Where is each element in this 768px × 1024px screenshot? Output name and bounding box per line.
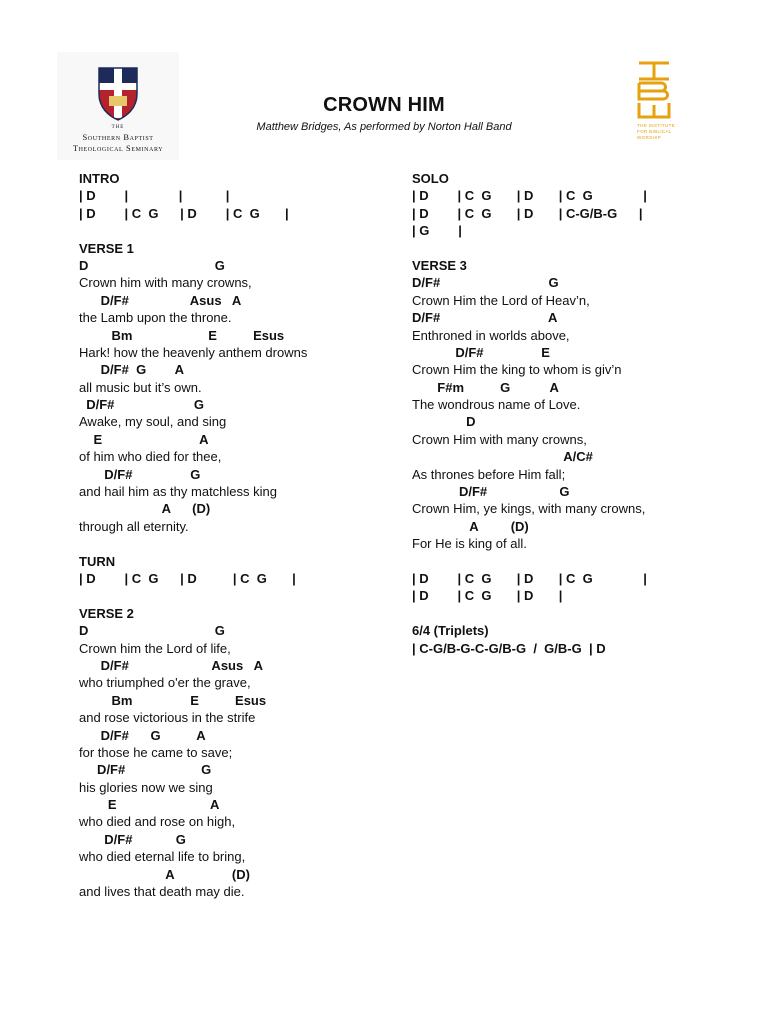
chord-line: D G (79, 623, 225, 639)
chord-line: | D | C G | D | C G | (79, 570, 296, 586)
lyric-line: For He is king of all. (412, 536, 527, 552)
chord-line: A (D) (79, 501, 211, 517)
spacer (412, 605, 647, 622)
chord-line: D/F# G A (79, 727, 206, 743)
ibw-tagline-3: WORSHIP (637, 135, 662, 140)
lyric-line: Crown Him, ye kings, with many crowns, (412, 501, 646, 517)
chord-line: D/F# G (79, 397, 204, 413)
lyric-line: and hail him as thy matchless king (79, 484, 277, 500)
section-heading: VERSE 3 (412, 257, 467, 273)
chord-line: D/F# G (412, 484, 570, 500)
chord-line: | D | C G | D | C-G/B-G | (412, 205, 643, 221)
lyric-line: As thrones before Him fall; (412, 466, 566, 482)
lyric-line: Awake, my soul, and sing (79, 414, 227, 430)
song-title: CROWN HIM (323, 94, 445, 116)
left-column (79, 170, 307, 900)
section-heading: 6/4 (Triplets) (412, 623, 489, 639)
chord-line: F#m G A (412, 379, 559, 395)
chord-line: E A (79, 431, 209, 447)
chord-line: Bm E Esus (79, 327, 285, 343)
chord-line: A (D) (79, 866, 250, 882)
chord-line: D G (79, 257, 225, 273)
lyric-line: who died and rose on high, (79, 814, 236, 830)
lyric-line: who died eternal life to bring, (79, 849, 246, 865)
chord-line: D (412, 414, 476, 430)
chord-line: D/F# E (412, 344, 550, 360)
chord-line: | D | C G | D | C G | (412, 570, 647, 586)
chord-line: D/F# A (412, 310, 558, 326)
right-column (412, 170, 647, 657)
chord-line: Bm E Esus (79, 692, 267, 708)
lyric-line: Crown him with many crowns, (79, 275, 252, 291)
chord-line: D/F# G (412, 275, 559, 291)
chord-line: | G | (412, 223, 462, 239)
lyric-line: of him who died for thee, (79, 449, 222, 465)
ibw-tagline-1: THE INSTITUTE (637, 123, 676, 128)
chord-line: | D | C G | D | C G | (412, 188, 647, 204)
spacer (412, 240, 647, 257)
chord-line: A (D) (412, 518, 529, 534)
lyric-line: who triumphed o'er the grave, (79, 675, 251, 691)
chord-line: D/F# G A (79, 362, 184, 378)
lyric-line: and rose victorious in the strife (79, 710, 256, 726)
lyric-line: The wondrous name of Love. (412, 397, 581, 413)
chord-line: A/C# (412, 449, 593, 465)
chord-line: | D | C G | D | (412, 588, 563, 604)
lyric-line: the Lamb upon the throne. (79, 310, 232, 326)
lyric-line: Crown him the Lord of life, (79, 640, 231, 656)
chord-line: | D | | | (79, 188, 230, 204)
lyric-line: Enthroned in worlds above, (412, 327, 570, 343)
section-heading: INTRO (79, 171, 120, 186)
lyric-line: Crown Him the king to whom is giv’n (412, 362, 622, 378)
song-subtitle: Matthew Bridges, As performed by Norton Hall Band (256, 121, 512, 133)
chord-line: D/F# G (79, 762, 212, 778)
spacer (79, 587, 307, 604)
section-heading: VERSE 1 (79, 240, 134, 256)
chord-line: | C-G/B-G-C-G/B-G / G/B-G | D (412, 640, 606, 656)
spacer (79, 535, 307, 552)
lyric-line: for those he came to save; (79, 744, 233, 760)
chord-line: | D | C G | D | C G | (79, 205, 289, 221)
section-heading: SOLO (412, 171, 449, 186)
chord-line: D/F# Asus A (79, 657, 263, 673)
lyric-line: and lives that death may die. (79, 884, 245, 900)
spacer (79, 222, 307, 239)
spacer (412, 553, 647, 570)
chord-line: D/F# G (79, 466, 201, 482)
ibw-tagline-2: FOR BIBLICAL (637, 129, 672, 134)
chord-line: D/F# Asus A (79, 292, 242, 308)
lyric-line: his glories now we sing (79, 779, 213, 795)
seminary-the: THE (111, 125, 125, 130)
section-heading: TURN (79, 553, 116, 569)
lyric-line: all music but it’s own. (79, 379, 202, 395)
section-heading: VERSE 2 (79, 605, 134, 621)
seminary-name-line1: Southern Baptist (82, 132, 154, 142)
seminary-name-line2: Theological Seminary (72, 143, 164, 153)
lyric-line: Hark! how the heavenly anthem drowns (79, 344, 308, 360)
chord-line: E A (79, 797, 220, 813)
chord-line: D/F# G (79, 831, 186, 847)
lyric-line: through all eternity. (79, 518, 189, 534)
lyric-line: Crown Him the Lord of Heav’n, (412, 292, 590, 308)
lyric-line: Crown Him with many crowns, (412, 431, 587, 447)
